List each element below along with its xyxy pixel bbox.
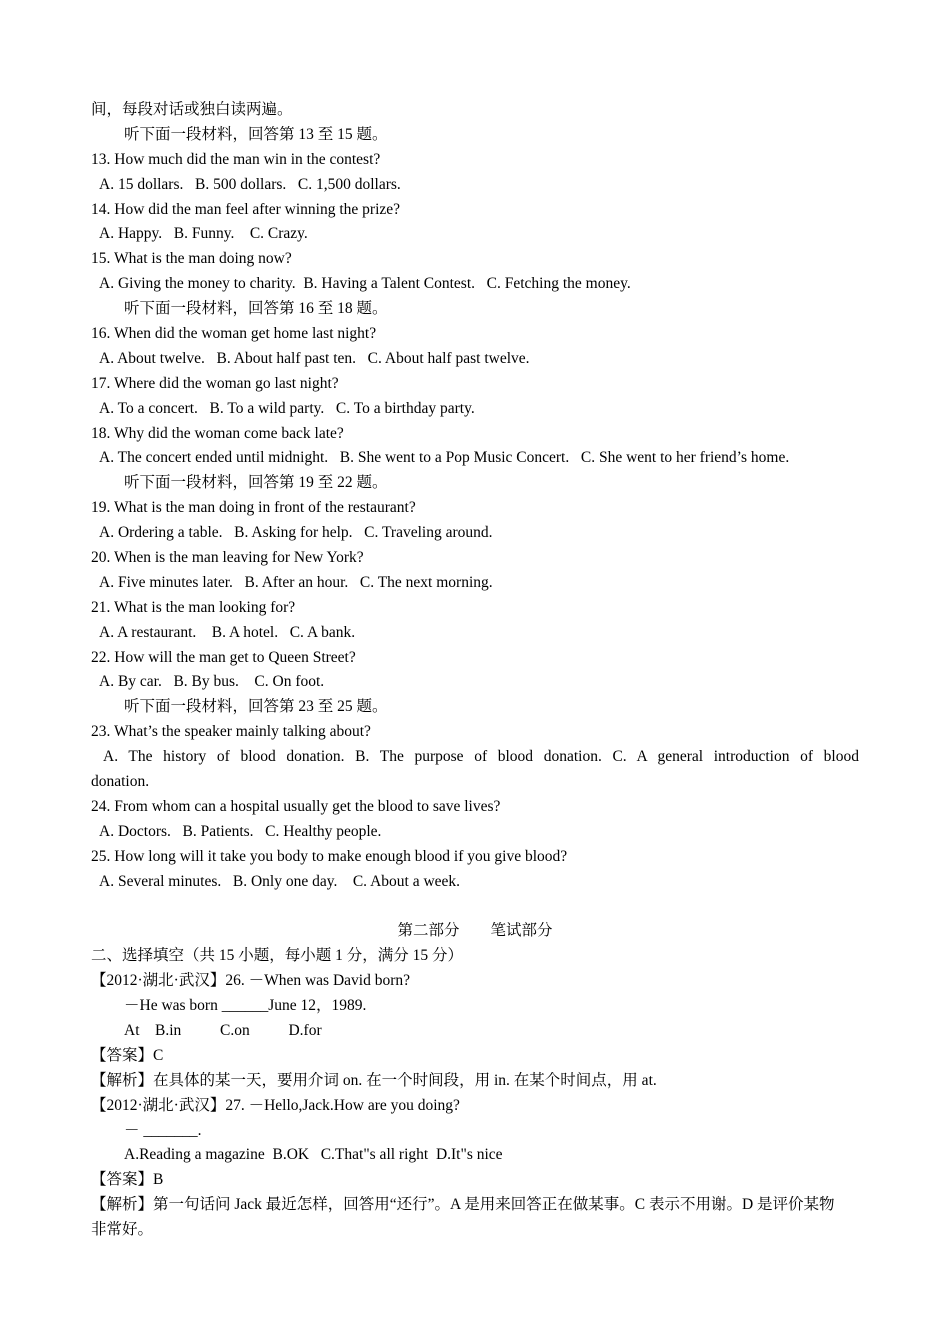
options-27: A.Reading a magazine B.OK C.That"s all right D.It"s nice xyxy=(124,1146,503,1164)
question-21: 21. What is the man looking for? xyxy=(91,598,296,616)
section-instruction: 听下面一段材料，回答第 23 至 25 题。 xyxy=(124,698,388,716)
question-22: 22. How will the man get to Queen Street? xyxy=(91,648,356,666)
question-25: 25. How long will it take you body to make enough blood if you give blood? xyxy=(91,847,568,865)
question-24: 24. From whom can a hospital usually get the blood to save lives? xyxy=(91,797,501,815)
question-16: 16. When did the woman get home last night? xyxy=(91,325,377,343)
options-18: A. The concert ended until midnight. B. She went to a Pop Music Concert. C. She went to her friend’s home. xyxy=(99,449,790,467)
options-22: A. By car. B. By bus. C. On foot. xyxy=(99,673,325,691)
options-17: A. To a concert. B. To a wild party. C. To a birthday party. xyxy=(99,399,475,417)
part-heading: 第二部分 笔试部分 xyxy=(397,922,553,940)
options-25: A. Several minutes. B. Only one day. C. About a week. xyxy=(99,872,461,890)
question-26: 【2012·湖北·武汉】26. －When was David born? xyxy=(91,972,410,990)
question-15: 15. What is the man doing now? xyxy=(91,250,292,268)
question-23: 23. What’s the speaker mainly talking about? xyxy=(91,723,371,741)
options-21: A. A restaurant. B. A hotel. C. A bank. xyxy=(99,623,356,641)
options-14: A. Happy. B. Funny. C. Crazy. xyxy=(99,225,308,243)
options-23-continued: donation. xyxy=(91,773,150,791)
section-instruction: 听下面一段材料，回答第 13 至 15 题。 xyxy=(124,125,388,143)
spacer xyxy=(91,895,859,920)
section-instruction: 听下面一段材料，回答第 19 至 22 题。 xyxy=(124,474,388,492)
options-13: A. 15 dollars. B. 500 dollars. C. 1,500 dollars. xyxy=(99,175,401,193)
options-20: A. Five minutes later. B. After an hour. C. The next morning. xyxy=(99,573,493,591)
question-13: 13. How much did the man win in the contest? xyxy=(91,150,381,168)
question-14: 14. How did the man feel after winning the prize? xyxy=(91,200,401,218)
options-24: A. Doctors. B. Patients. C. Healthy people. xyxy=(99,822,382,840)
options-15: A. Giving the money to charity. B. Having a Talent Contest. C. Fetching the money. xyxy=(99,275,631,293)
question-20: 20. When is the man leaving for New York? xyxy=(91,549,364,567)
question-27-response: － _______. xyxy=(124,1121,202,1139)
options-16: A. About twelve. B. About half past ten. C. About half past twelve. xyxy=(99,349,530,367)
question-27: 【2012·湖北·武汉】27. －Hello,Jack.How are you doing? xyxy=(91,1096,460,1114)
options-26: At B.in C.on D.for xyxy=(124,1021,322,1039)
explanation-27: 【解析】第一句话问 Jack 最近怎样，回答用“还行”。A 是用来回答正在做某事。C 表示不用谢。D 是评价某物 xyxy=(91,1196,835,1214)
question-26-response: －He was born ______June 12，1989. xyxy=(124,997,367,1015)
section-instruction: 听下面一段材料，回答第 16 至 18 题。 xyxy=(124,300,388,318)
explanation-27-continued: 非常好。 xyxy=(91,1221,154,1239)
answer-27: 【答案】B xyxy=(91,1171,164,1189)
question-18: 18. Why did the woman come back late? xyxy=(91,424,344,442)
question-17: 17. Where did the woman go last night? xyxy=(91,374,339,392)
options-19: A. Ordering a table. B. Asking for help. C. Traveling around. xyxy=(99,524,493,542)
text-line: 间，每段对话或独白读两遍。 xyxy=(91,101,293,118)
document-page xyxy=(91,98,859,1243)
options-23: A. The history of blood donation. B. The purpose of blood donation. C. A general introduction of blood xyxy=(103,748,859,766)
question-19: 19. What is the man doing in front of the restaurant? xyxy=(91,499,416,517)
answer-26: 【答案】C xyxy=(91,1046,164,1064)
explanation-26: 【解析】在具体的某一天，要用介词 on. 在一个时间段，用 in. 在某个时间点，用 at. xyxy=(91,1071,657,1089)
section-heading: 二、选择填空（共 15 小题，每小题 1 分，满分 15 分） xyxy=(91,947,464,965)
